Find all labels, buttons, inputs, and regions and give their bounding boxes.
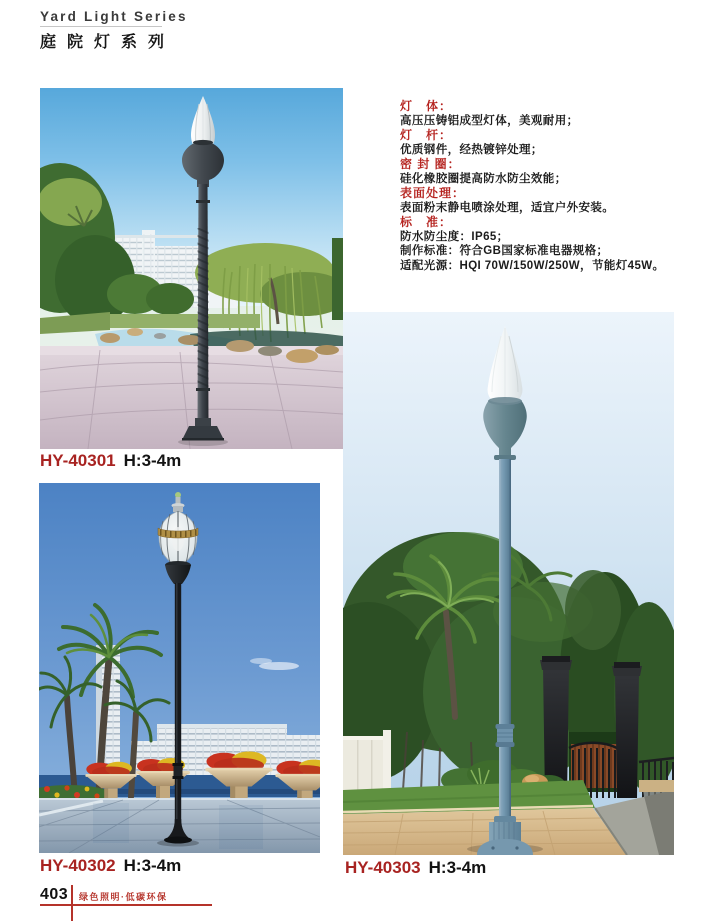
footer-horizontal-rule xyxy=(40,904,212,906)
model-number: HY-40303 xyxy=(345,858,421,877)
spec-label-standard: 标 准： xyxy=(400,215,453,229)
spec-text: 硅化橡胶圈提高防水防尘效能； xyxy=(400,172,567,185)
spec-label-lamp-body: 灯 体： xyxy=(400,99,453,113)
spec-text: 制作标准：符合GB国家标准电器规格； xyxy=(400,245,609,257)
spec-list xyxy=(400,99,702,273)
model-number: HY-40301 xyxy=(40,451,116,470)
title-divider-line xyxy=(40,26,162,27)
white-wall xyxy=(343,730,391,790)
product-photo-hy-40303 xyxy=(343,312,674,855)
plaza-scene-graphic xyxy=(39,483,320,853)
footer-vertical-rule xyxy=(71,885,73,921)
spec-label-surface: 表面处理： xyxy=(400,186,466,200)
spec-text: 适配光源：HQI 70W/150W/250W，节能灯45W。 xyxy=(400,259,665,272)
product-photo-hy-40301 xyxy=(40,88,343,449)
gate-scene-graphic xyxy=(343,312,674,855)
mounting-height: H:3-4m xyxy=(123,451,182,470)
product-photo-hy-40302 xyxy=(39,483,320,853)
series-title-english: Yard Light Series xyxy=(40,9,188,24)
caption-hy-40303 xyxy=(345,858,486,878)
mounting-height: H:3-4m xyxy=(123,856,182,875)
mounting-height: H:3-4m xyxy=(428,858,487,877)
spec-label-seal-ring: 密 封 圈： xyxy=(400,157,461,171)
footer-slogan: 绿色照明·低碳环保 xyxy=(79,892,168,902)
spec-text: 防水防尘度：IP65； xyxy=(400,230,509,243)
spec-text: 表面粉末静电喷涂处理，适宜户外安装。 xyxy=(400,201,615,214)
spec-label-lamp-pole: 灯 杆： xyxy=(400,128,453,142)
series-title-chinese: 庭院灯系列 xyxy=(40,34,176,51)
park-scene-graphic xyxy=(40,88,343,449)
caption-hy-40302 xyxy=(40,856,181,876)
model-number: HY-40302 xyxy=(40,856,116,875)
spec-text: 高压压铸铝成型灯体，美观耐用； xyxy=(400,114,579,127)
caption-hy-40301 xyxy=(40,451,181,471)
spec-text: 优质钢件，经热镀锌处理； xyxy=(400,143,543,156)
page-number: 403 xyxy=(40,886,69,903)
